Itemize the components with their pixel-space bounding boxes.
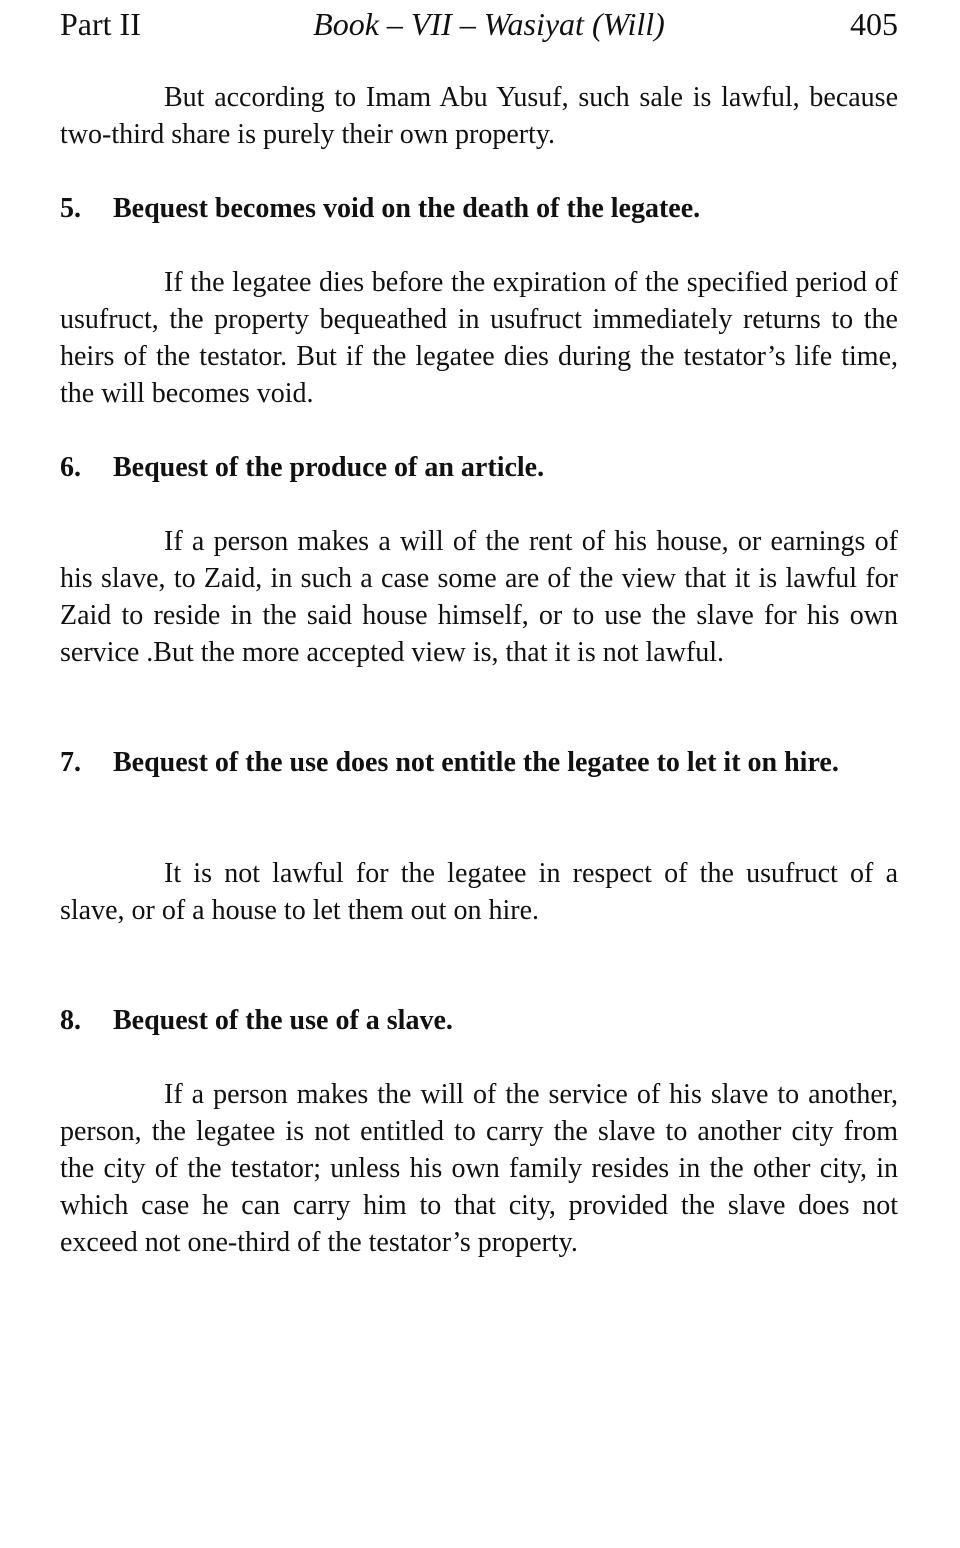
- section-number: 5.: [60, 193, 81, 224]
- part-label: Part II: [60, 6, 141, 42]
- section-5-body: If the legatee dies before the expiration of the specified period of usufruct, the property bequeathed in usufruct immediately returns to the heirs of the testator. But if the legatee dies during the testator’s life time, the will becomes void.: [60, 267, 898, 409]
- section-8-body: If a person makes the will of the service of his slave to another, person, the legatee is not entitled to carry the slave to another city from the city of the testator; unless his own family resides in the other city, in which case he can carry him to that city, provided the slave does not exceed not one-third of the testator’s property.: [60, 1079, 898, 1258]
- section-number: 6.: [60, 452, 81, 483]
- section-number: 7.: [60, 747, 81, 778]
- book-title: Book – VII – Wasiyat (Will): [313, 6, 665, 42]
- section-8-heading: [60, 1002, 898, 1039]
- section-number: 8.: [60, 1005, 81, 1036]
- section-5-heading: [60, 190, 898, 227]
- section-title: Bequest of the use does not entitle the legatee to let it on hire.: [113, 747, 839, 778]
- section-title: Bequest of the produce of an article.: [113, 452, 545, 483]
- section-title: Bequest of the use of a slave.: [113, 1005, 453, 1036]
- page-number: 405: [850, 6, 898, 42]
- section-7-heading: [60, 744, 898, 781]
- section-7-body: It is not lawful for the legatee in respect of the usufruct of a slave, or of a house to let them out on hire.: [60, 858, 898, 926]
- section-6-heading: [60, 449, 898, 486]
- intro-paragraph: But according to Imam Abu Yusuf, such sale is lawful, because two-third share is purely their own property.: [60, 82, 898, 150]
- section-title: Bequest becomes void on the death of the legatee.: [113, 193, 701, 224]
- running-header: [60, 2, 898, 46]
- section-6-body: If a person makes a will of the rent of his house, or earnings of his slave, to Zaid, in such a case some are of the view that it is lawful for Zaid to reside in the said house himself, or to use the slave for his own service .But the more accepted view is, that it is not lawful.: [60, 526, 898, 668]
